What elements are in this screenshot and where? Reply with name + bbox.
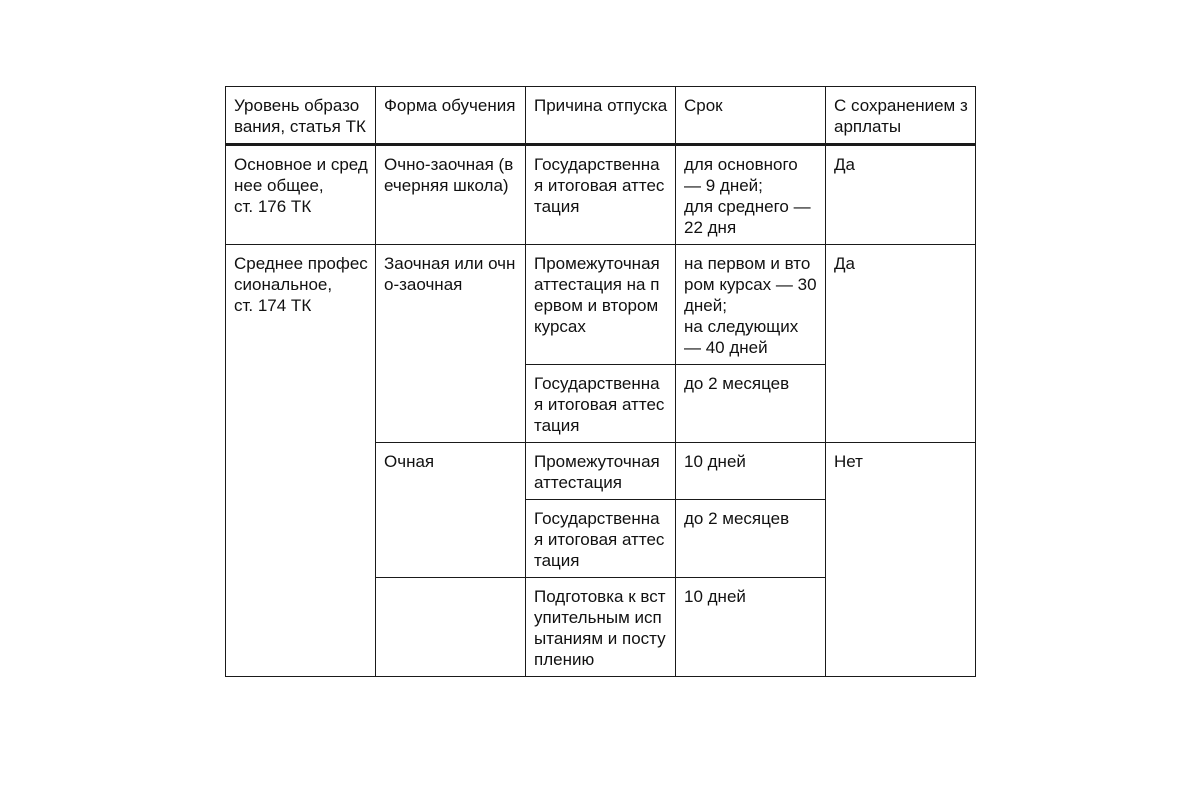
cell-entrance-form (376, 578, 526, 677)
table-row (226, 145, 976, 245)
cell-general-form: Очно-заочная (вечерняя школа) (376, 145, 526, 245)
cell-extramural-paid: Да (826, 245, 976, 443)
cell-general-term: для основного — 9 дней; для среднего — 22 дня (676, 145, 826, 245)
header-row (226, 87, 976, 145)
cell-fulltime-reason-2: Государственная итоговая аттестация (526, 500, 676, 578)
cell-vocational-level: Среднее профессиональное, ст. 174 ТК (226, 245, 376, 677)
study-leave-table (225, 86, 976, 677)
cell-extramural-term-2: до 2 месяцев (676, 365, 826, 443)
cell-fulltime-form: Очная (376, 443, 526, 578)
cell-extramural-reason-1: Промежуточная аттестация на первом и втором курсах (526, 245, 676, 365)
cell-general-paid: Да (826, 145, 976, 245)
cell-extramural-form: Заочная или очно-заочная (376, 245, 526, 443)
cell-fulltime-term-1: 10 дней (676, 443, 826, 500)
cell-fulltime-reason-1: Промежуточная аттестация (526, 443, 676, 500)
cell-entrance-reason: Подготовка к вступительным испытаниям и поступлению (526, 578, 676, 677)
header-leave-reason: Причина отпуска (526, 87, 676, 145)
header-study-form: Форма обучения (376, 87, 526, 145)
cell-fulltime-paid: Нет (826, 443, 976, 677)
cell-extramural-term-1: на первом и втором курсах — 30 дней; на следующих — 40 дней (676, 245, 826, 365)
cell-fulltime-term-2: до 2 месяцев (676, 500, 826, 578)
cell-general-level: Основное и среднее общее, ст. 176 ТК (226, 145, 376, 245)
header-education-level: Уровень образования, статья ТК (226, 87, 376, 145)
header-paid: С сохранением зарплаты (826, 87, 976, 145)
cell-extramural-reason-2: Государственная итоговая аттестация (526, 365, 676, 443)
header-term: Срок (676, 87, 826, 145)
table-row (226, 245, 976, 365)
cell-general-reason: Государственная итоговая аттестация (526, 145, 676, 245)
cell-entrance-term: 10 дней (676, 578, 826, 677)
